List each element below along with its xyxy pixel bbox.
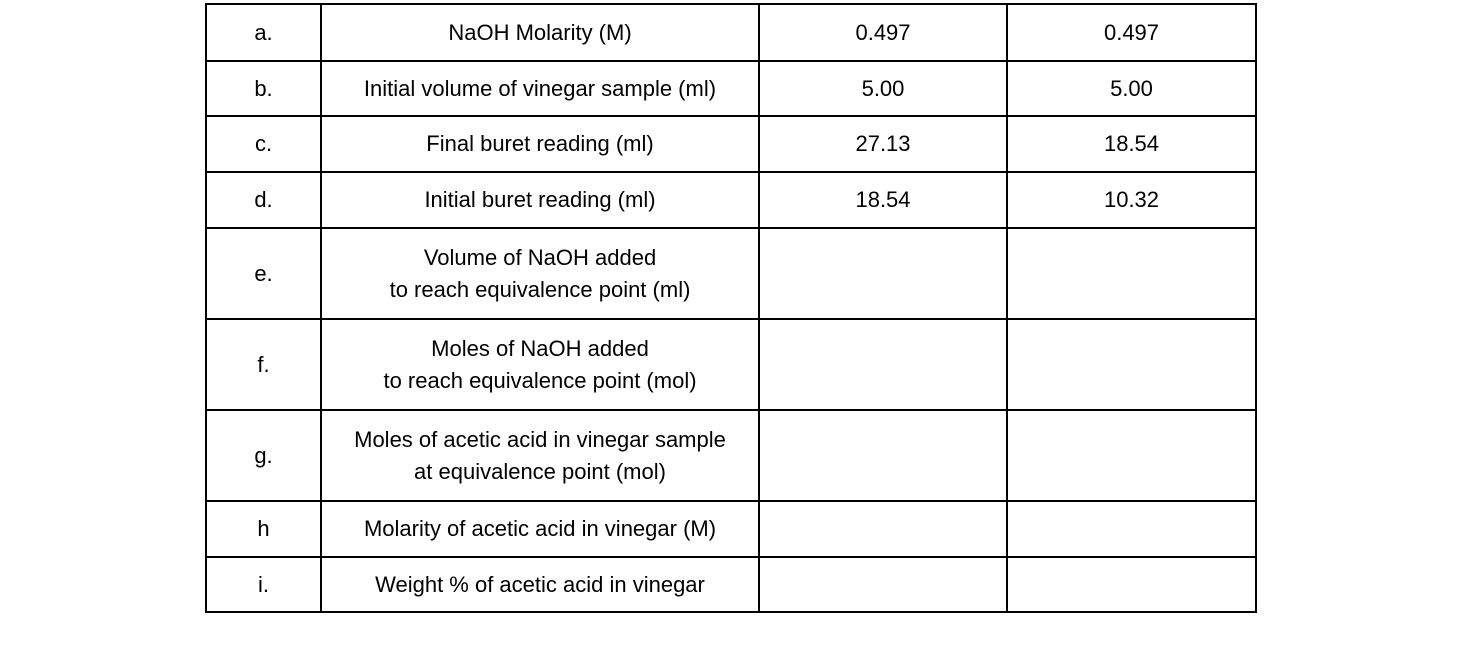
table-row-a [206, 4, 1256, 61]
row-description [321, 61, 759, 116]
trial-2-value[interactable] [1007, 319, 1256, 410]
table-row-c [206, 116, 1256, 172]
trial-2-value[interactable] [1007, 501, 1256, 557]
row-letter: d. [206, 172, 321, 228]
trial-1-value[interactable] [759, 410, 1007, 501]
table-row-d [206, 172, 1256, 228]
description-line: Initial buret reading (ml) [424, 187, 656, 212]
titration-data-table [205, 3, 1257, 613]
table-row-f [206, 319, 1256, 410]
row-letter: g. [206, 410, 321, 501]
table-row-e [206, 228, 1256, 319]
description-line: Molarity of acetic acid in vinegar (M) [363, 516, 717, 541]
table-row-h [206, 501, 1256, 557]
row-description [321, 501, 759, 557]
row-letter: f. [206, 319, 321, 410]
trial-1-value: 0.497 [759, 4, 1007, 61]
description-line: Moles of NaOH added [431, 335, 649, 361]
description-line: Volume of NaOH added [423, 244, 657, 270]
trial-2-value[interactable] [1007, 410, 1256, 501]
description-line: Initial volume of vinegar sample (ml) [363, 75, 717, 101]
row-letter: e. [206, 228, 321, 319]
trial-1-value[interactable] [759, 228, 1007, 319]
row-description [321, 557, 759, 612]
row-description [321, 4, 759, 61]
description-line: to reach equivalence point (ml) [389, 276, 691, 302]
trial-2-value[interactable] [1007, 557, 1256, 612]
description-line: to reach equivalence point (mol) [383, 367, 697, 393]
trial-2-value: 10.32 [1007, 172, 1256, 228]
row-letter: a. [206, 4, 321, 61]
row-description [321, 116, 759, 172]
trial-1-value: 27.13 [759, 116, 1007, 172]
row-description [321, 172, 759, 228]
trial-2-value: 5.00 [1007, 61, 1256, 116]
table-row-g [206, 410, 1256, 501]
description-line: Moles of acetic acid in vinegar sample [354, 426, 726, 452]
row-description [321, 319, 759, 410]
trial-2-value: 0.497 [1007, 4, 1256, 61]
row-description [321, 228, 759, 319]
trial-1-value[interactable] [759, 319, 1007, 410]
trial-1-value: 5.00 [759, 61, 1007, 116]
description-line: Final buret reading (ml) [426, 131, 654, 156]
description-line: Weight % of acetic acid in vinegar [375, 571, 705, 597]
trial-1-value: 18.54 [759, 172, 1007, 228]
description-line: at equivalence point (mol) [414, 458, 666, 484]
trial-1-value[interactable] [759, 557, 1007, 612]
trial-2-value: 18.54 [1007, 116, 1256, 172]
row-letter: h [206, 501, 321, 557]
table-row-i [206, 557, 1256, 612]
row-letter: c. [206, 116, 321, 172]
trial-1-value[interactable] [759, 501, 1007, 557]
row-description [321, 410, 759, 501]
row-letter: i. [206, 557, 321, 612]
description-line: NaOH Molarity (M) [448, 19, 632, 45]
trial-2-value[interactable] [1007, 228, 1256, 319]
row-letter: b. [206, 61, 321, 116]
table-row-b [206, 61, 1256, 116]
